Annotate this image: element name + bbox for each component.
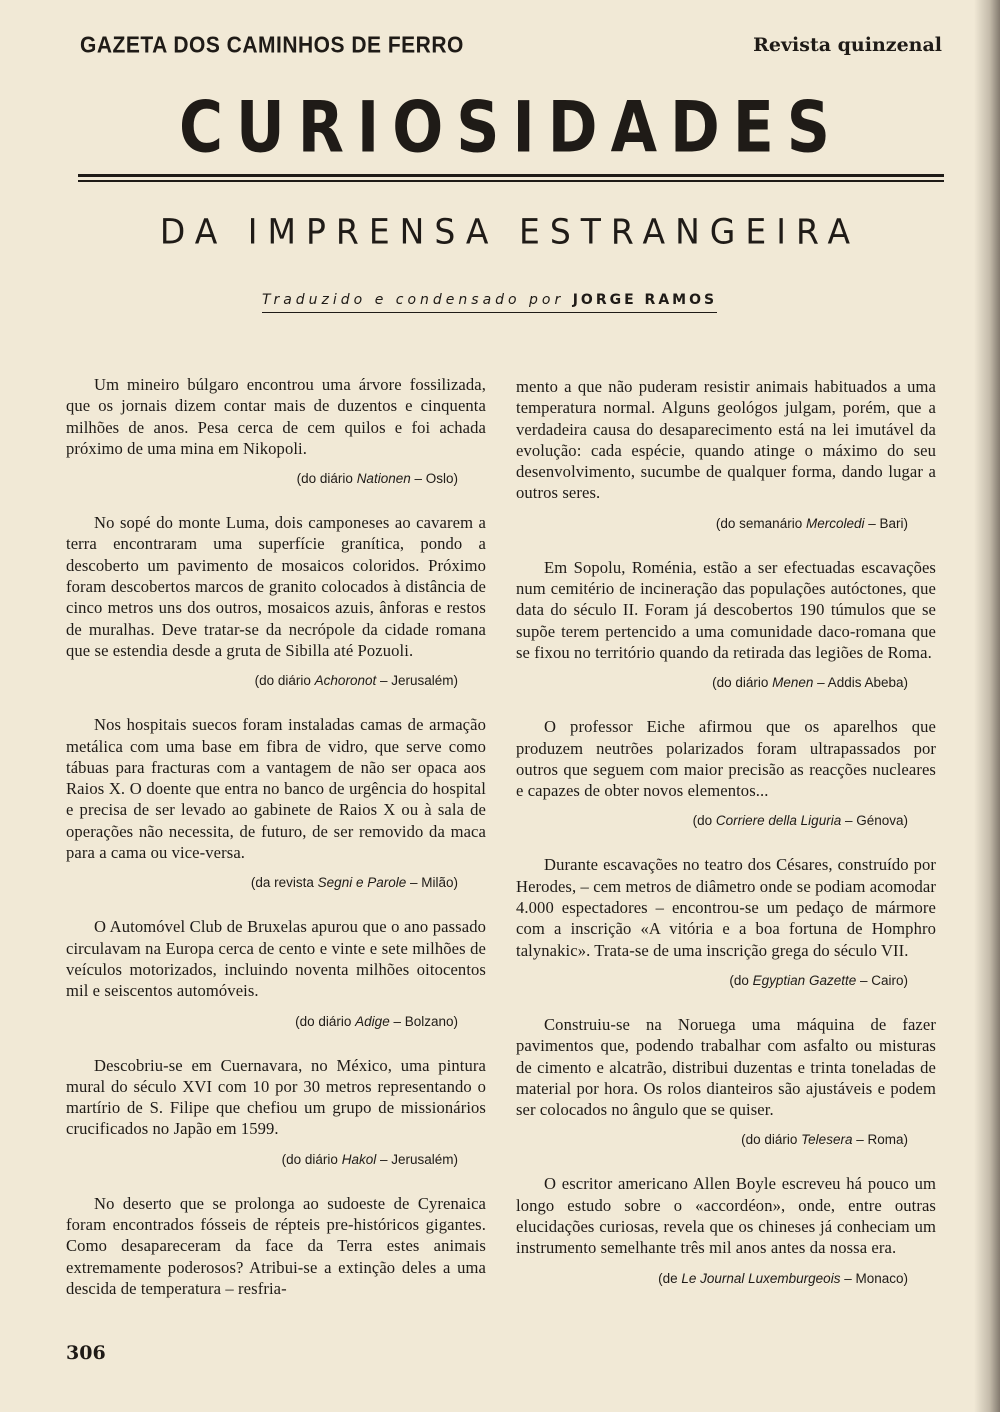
article-item	[66, 512, 486, 690]
article-item	[66, 916, 486, 1030]
source-place: – Cairo)	[856, 972, 908, 988]
article-source	[516, 1270, 908, 1288]
source-place: – Jerusalém)	[376, 1151, 458, 1167]
article-text: O escritor americano Allen Boyle escreveu há pouco um longo estudo sobre o «accordéon», onde, entre outras elucidações curiosas, revela que os chineses já conheciam um instrumento semelhante três mil anos antes da nossa era.	[516, 1174, 936, 1258]
source-prefix: (do diário	[254, 673, 315, 689]
running-header	[80, 34, 942, 68]
article-text: No deserto que se prolonga ao sudoeste de Cyrenaica foram encontrados fósseis de répteis pre-históricos gigantes. Como desapareceram da face da Terra estes animais extremamente poderosos? Atribui-se a extinção deles a uma descida de temperatura – resfria-	[66, 1193, 486, 1298]
article-text-continuation: mento a que não puderam resistir animais habituados a uma temperatura normal. Alguns geológos julgam, porém, que a verdadeira causa do desaparecimento está na lei imutável da evolução: cada espécie, quando atinge o máximo do seu desenvolvimento, sucumbe de qualquer forma, dando lugar a outros seres.	[516, 377, 936, 503]
byline-prefix: Traduzido e condensado por	[262, 292, 565, 308]
source-prefix: (do diário	[281, 1151, 342, 1167]
article-source	[66, 672, 458, 690]
source-place: – Addis Abeba)	[813, 675, 908, 691]
article-source	[516, 515, 908, 533]
byline	[262, 292, 717, 313]
right-column	[516, 376, 936, 1312]
article-item	[516, 1173, 936, 1287]
source-place: – Bari)	[864, 515, 908, 531]
article-source	[66, 874, 458, 892]
publication-periodicity: Revista quinzenal	[753, 34, 942, 56]
page-subtitle: DA IMPRENSA ESTRANGEIRA	[159, 211, 861, 252]
source-name: Egyptian Gazette	[752, 972, 857, 988]
source-place: – Génova)	[841, 813, 908, 829]
article-item	[516, 557, 936, 692]
article-item	[66, 1193, 486, 1299]
page-edge-shadow	[974, 0, 1000, 1412]
article-text: No sopé do monte Luma, dois camponeses ao cavarem a terra encontraram uma superfície granítica, pondo a descoberto um pavimento de mosaicos coloridos. Próximo foram descobertos marcos de granito colocados à distância de cinco metros uns dos outros, mosaicos azuis, ânforas e restos de muralhas. Deve tratar-se da necrópole da cidade romana que se estendia desde a gruta de Sibilla até Pozuoli.	[66, 513, 486, 660]
source-prefix: (do diário	[712, 675, 773, 691]
article-item	[516, 1014, 936, 1149]
article-source	[66, 1013, 458, 1031]
source-prefix: (da revista	[250, 875, 318, 891]
publication-name: GAZETA DOS CAMINHOS DE FERRO	[80, 32, 464, 59]
source-prefix: (de	[658, 1270, 682, 1286]
source-name: Mercoledi	[805, 515, 865, 531]
article-source	[66, 1151, 458, 1169]
article-item	[516, 716, 936, 830]
article-text: Construiu-se na Noruega uma máquina de fazer pavimentos que, podendo trabalhar com asfalto ou misturas de cimento e alcatrão, distribui duzentas e trinta toneladas de material por hora. Os rolos dianteiros são ajustáveis e podem ser colocados no ângulo que se quiser.	[516, 1014, 936, 1120]
article-item	[66, 374, 486, 488]
source-prefix: (do diário	[295, 1013, 356, 1029]
article-text: Um mineiro búlgaro encontrou uma árvore fossilizada, que os jornais dizem contar mais de duzentos e cinquenta milhões de anos. Pesa cerca de cem quilos e foi achada próximo de uma mina em Nikopoli.	[66, 375, 486, 458]
article-source	[516, 972, 908, 990]
article-text: Durante escavações no teatro dos Césares, construído por Herodes, – cem metros de diâmetro onde se podiam acomodar 4.000 espectadores – encontrou-se um pedaço de mármore com a inscrição «A vitória e a boa fortuna de Homphro talynakic». Trata-se de uma inscrição grega do século VII.	[516, 855, 936, 960]
left-column	[66, 374, 486, 1299]
article-item	[516, 376, 936, 533]
article-text: Nos hospitais suecos foram instaladas camas de armação metálica com uma base em fibra de vidro, que serve como tábuas para fracturas com a vantagem de não ser opaca aos Raios X. O doente que entra no banco de urgência do hospital e precisa de ser levado ao gabinete de Raios X ou à sala de operações não necessita, de futuro, de ser removido da maca para a cama ou vice-versa.	[66, 715, 486, 863]
source-prefix: (do diário	[741, 1132, 802, 1148]
source-name: Menen	[772, 675, 814, 691]
source-name: Nationen	[356, 471, 411, 487]
source-place: – Jerusalém)	[376, 673, 458, 689]
source-name: Hakol	[341, 1151, 377, 1167]
title-rule-bottom	[78, 180, 944, 182]
source-prefix: (do	[729, 972, 753, 988]
article-item	[66, 714, 486, 892]
article-text: O Automóvel Club de Bruxelas apurou que o ano passado circulavam na Europa cerca de cento e vinte e sete milhões de veículos motorizados, incluindo noventa milhões oitocentos mil e seiscentos automóveis.	[66, 917, 486, 1001]
article-source	[516, 1131, 908, 1149]
source-name: Achoronot	[314, 673, 377, 689]
source-prefix: (do	[692, 813, 716, 829]
article-text: O professor Eiche afirmou que os aparelhos que produzem neutrões polarizados foram ultrapassados por outros que seguem com maior precisão as reacções nucleares e capazes de obter novos elementos...	[516, 717, 936, 801]
title-rule-top	[78, 174, 944, 177]
article-item	[516, 854, 936, 989]
article-text: Descobriu-se em Cuernavara, no México, uma pintura mural do século XVI com 10 por 30 metros representando o martírio de S. Filipe que chefiou um grupo de missionários crucificados no Japão em 1599.	[66, 1055, 486, 1139]
article-source	[66, 470, 458, 488]
article-source	[516, 812, 908, 830]
source-place: – Bolzano)	[389, 1013, 458, 1029]
source-prefix: (do diário	[296, 471, 357, 487]
source-name: Le Journal Luxemburgeois	[681, 1270, 841, 1286]
article-source	[516, 674, 908, 692]
source-prefix: (do semanário	[715, 515, 806, 531]
article-text: Em Sopolu, Roménia, estão a ser efectuadas escavações num cemitério de incineração das populações autóctones, que data do século II. Foram já descobertos 190 túmulos que se supõe terem pertencido a uma comunidade daco-romana que se fixou no território quando da retirada das legiões de Roma.	[516, 557, 936, 662]
byline-author: JORGE RAMOS	[572, 292, 718, 308]
source-name: Segni e Parole	[317, 875, 407, 891]
source-name: Adige	[355, 1013, 390, 1029]
source-place: – Monaco)	[840, 1270, 908, 1286]
source-name: Corriere della Liguria	[715, 813, 842, 829]
source-place: – Milão)	[406, 875, 458, 891]
page-number: 306	[66, 1342, 106, 1364]
article-item	[66, 1055, 486, 1169]
source-place: – Oslo)	[410, 471, 458, 487]
source-name: Telesera	[801, 1132, 853, 1148]
source-place: – Roma)	[852, 1132, 908, 1148]
page-title: CURIOSIDADES	[178, 86, 844, 170]
